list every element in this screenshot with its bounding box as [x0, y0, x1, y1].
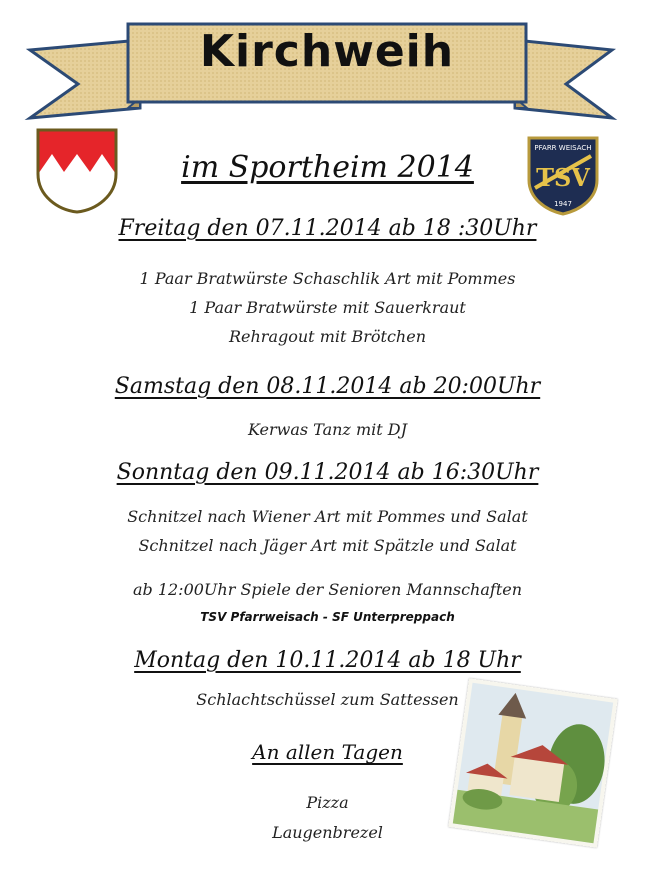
sunday-teams: TSV Pfarrweisach - SF Unterpreppach [200, 610, 455, 624]
friday-item-1: 1 Paar Bratwürste Schaschlik Art mit Pommes [139, 269, 516, 288]
friday-item-3: Rehragout mit Brötchen [228, 327, 426, 346]
banner-title: Kirchweih [199, 26, 455, 77]
tsv-logo-top-text: PFARR WEISACH [534, 144, 592, 152]
sunday-heading: Sonntag den 09.11.2014 ab 16:30Uhr [116, 460, 539, 485]
monday-heading: Montag den 10.11.2014 ab 18 Uhr [134, 648, 521, 673]
sunday-games: ab 12:00Uhr Spiele der Senioren Mannschaften [132, 580, 523, 599]
all-days-item-2: Laugenbrezel [272, 823, 383, 842]
monday-item-1: Schlachtschüssel zum Sattessen [196, 690, 459, 709]
friday-item-2: 1 Paar Bratwürste mit Sauerkraut [189, 298, 466, 317]
church-watercolor-image [448, 678, 617, 847]
page-subtitle: im Sportheim 2014 [181, 150, 474, 185]
saturday-heading: Samstag den 08.11.2014 ab 20:00Uhr [114, 374, 541, 399]
saturday-item-1: Kerwas Tanz mit DJ [247, 420, 407, 439]
all-days-item-1: Pizza [306, 793, 349, 812]
sunday-item-1: Schnitzel nach Wiener Art mit Pommes und Salat [127, 507, 528, 526]
sunday-item-2: Schnitzel nach Jäger Art mit Spätzle und Salat [138, 536, 517, 555]
friday-heading: Freitag den 07.11.2014 ab 18 :30Uhr [118, 216, 537, 241]
all-days-heading: An allen Tagen [252, 740, 403, 764]
tsv-logo-year: 1947 [554, 200, 572, 208]
tsv-logo-letters: TSV [536, 163, 590, 192]
